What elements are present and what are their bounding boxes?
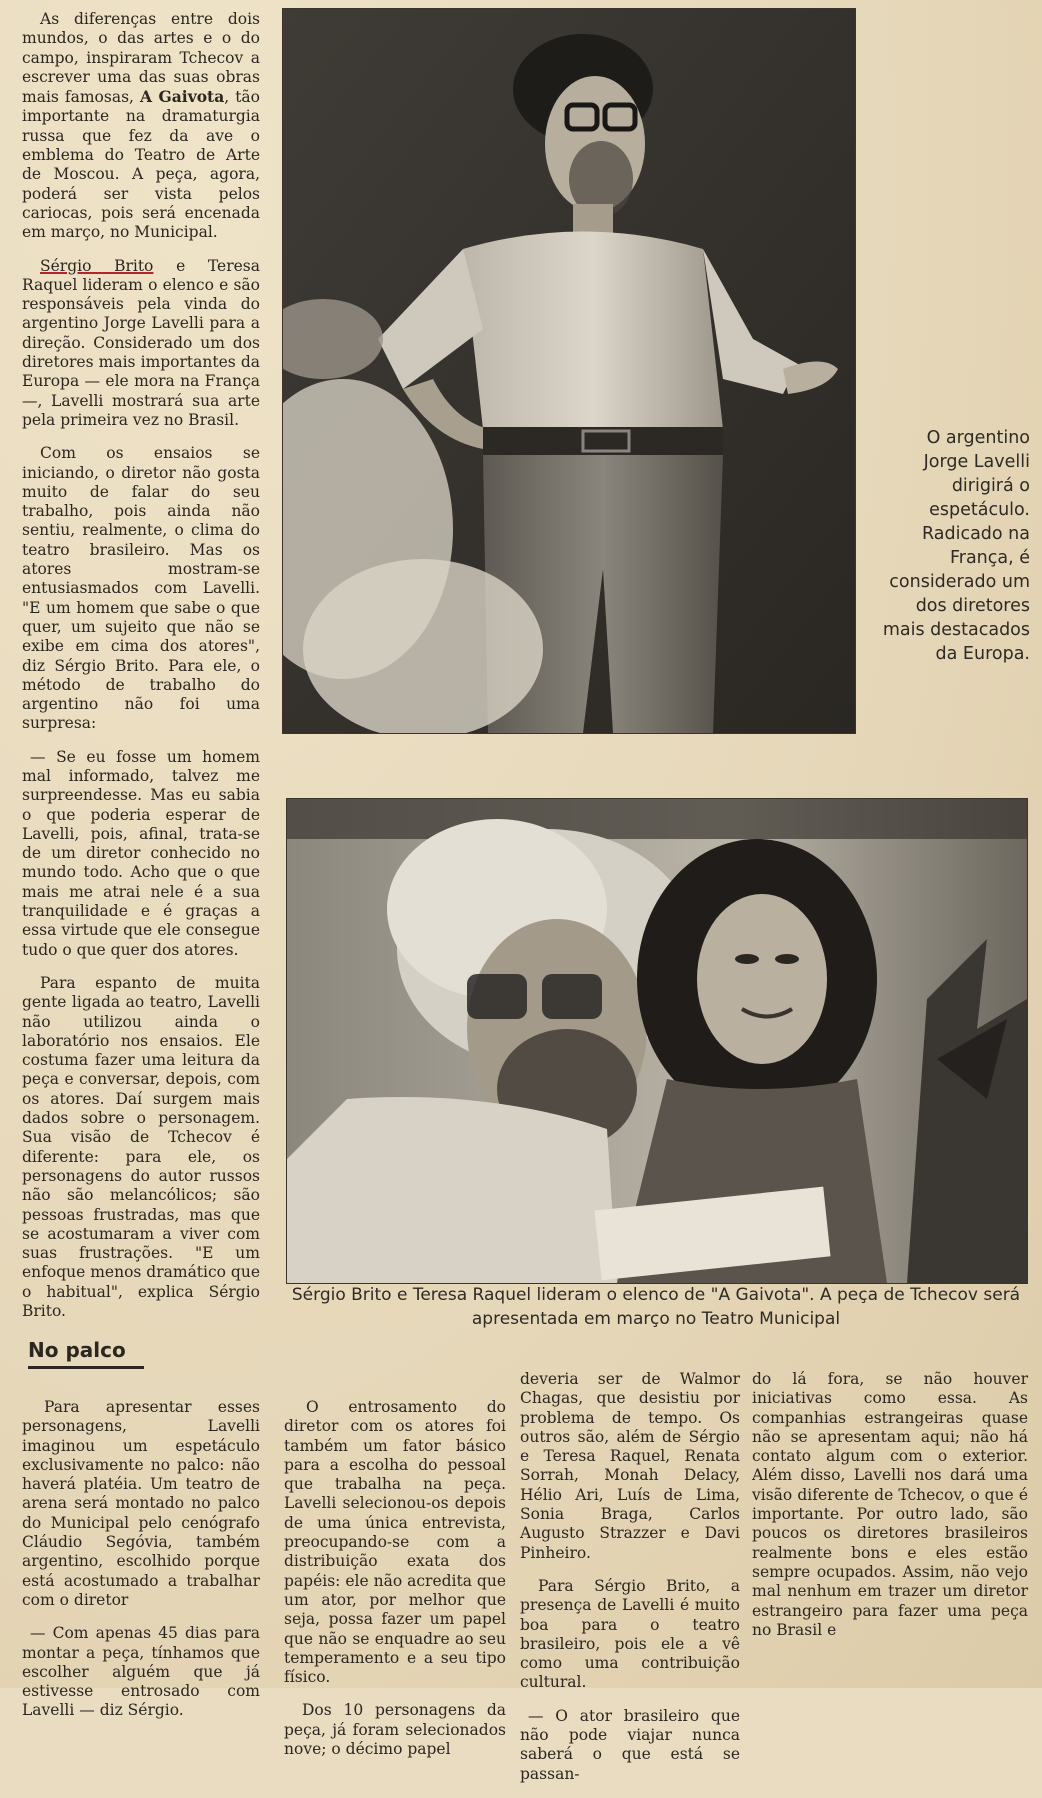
paragraph-method: Para espanto de muita gente ligada ao teatro, Lavelli não utilizou ainda o laboratório nos ensaios. Ele costuma fazer uma leitura da peça e conversar, depois, com os atores. Daí surgem mais dados sobre o personagem. Sua visão de Tchecov é diferente: para ele, os personagens do autor russos não são melancólicos; são pessoas frustradas, mas que se acostumaram a viver com suas frustrações. "E um enfoque menos dramático que o habitual", explica Sérgio Brito. bbox=[22, 973, 261, 1320]
bottom-column-3 bbox=[520, 1370, 740, 1798]
director-photo-caption: O argentino Jorge Lavelli dirigirá o espetáculo. Radicado na França, é considerado um dos diretores mais destacados da Europa. bbox=[882, 428, 1030, 664]
actors-photo-image bbox=[287, 799, 1027, 1283]
paragraph: O entrosamento do diretor com os atores foi também um fator básico para a escolha do pessoal que trabalha na peça. Lavelli selecionou-os depois de uma única entrevista, preocupando-se com a distribuição exata dos papéis: ele não acredita que um ator, por melhor que seja, possa fazer um papel que não se enquadre ao seu temperamento e a seu tipo físico. bbox=[284, 1398, 506, 1687]
paragraph: Para apresentar esses personagens, Lavelli imaginou um espetáculo exclusivamente no palco: não haverá platéia. Um teatro de arena será montado no palco do Municipal pelo cenógrafo Cláudio Segóvia, também argentino, escolhido porque está acostumado a trabalhar com o diretor bbox=[22, 1398, 260, 1609]
paragraph: do lá fora, se não houver iniciativas como essa. As companhias estrangeiras quase não se apresentam aqui; não há contato algum com o exterior. Além disso, Lavelli nos dará uma visão diferente de Tchecov, o que é importante. Por outro lado, são poucos os diretores brasileiros realmente bons e eles estão sempre ocupados. Assim, não vejo mal nenhum em trazer um diretor estrangeiro para fazer uma peça no Brasil e bbox=[752, 1370, 1028, 1639]
subhead-underline bbox=[28, 1366, 144, 1369]
left-article-column bbox=[22, 10, 260, 1335]
paragraph: — Com apenas 45 dias para montar a peça, tínhamos que escolher alguém que já estivesse entrosado com Lavelli — diz Sérgio. bbox=[22, 1624, 260, 1720]
director-photo bbox=[282, 8, 856, 734]
director-photo-image bbox=[283, 9, 855, 733]
section-subhead: No palco bbox=[28, 1338, 126, 1362]
play-title: A Gaivota bbox=[140, 87, 225, 107]
bottom-column-4 bbox=[752, 1370, 1028, 1654]
paragraph: Para Sérgio Brito, a presença de Lavelli é muito boa para o teatro brasileiro, pois ele a vê como uma contribuição cultural. bbox=[520, 1576, 740, 1692]
paragraph-rehearsals: Com os ensaios se iniciando, o diretor não gosta muito de falar do seu trabalho, pois ainda não sentiu, realmente, o clima do teatro brasileiro. Mas os atores mostram-se entusiasmados com Lavelli. "E um homem que sabe o que quer, um sujeito que não se exibe em cima dos atores", diz Sérgio Brito. Para ele, o método de trabalho do argentino não foi uma surpresa: bbox=[22, 444, 260, 733]
bottom-column-2 bbox=[284, 1398, 506, 1773]
actors-photo bbox=[286, 798, 1028, 1284]
paragraph-intro: As diferenças entre dois mundos, o das artes e o do campo, inspiraram Tchecov a escrever uma das suas obras mais famosas, A Gaivota, tão importante na dramaturgia russa que fez da ave o emblema do Teatro de Arte de Moscou. A peça, agora, poderá ser vista pelos cariocas, pois será encenada em março, no Municipal. bbox=[22, 10, 261, 242]
actors-photo-caption: Sérgio Brito e Teresa Raquel lideram o elenco de "A Gaivota". A peça de Tchecov será apresentada em março no Teatro Municipal bbox=[291, 1285, 1021, 1329]
underlined-name: Sérgio Brito bbox=[40, 256, 154, 275]
bottom-column-1 bbox=[22, 1398, 260, 1735]
paragraph: Dos 10 personagens da peça, já foram selecionados nove; o décimo papel bbox=[284, 1701, 506, 1759]
paragraph: — O ator brasileiro que não pode viajar nunca saberá o que está se passan- bbox=[520, 1706, 740, 1783]
paragraph-quote: — Se eu fosse um homem mal informado, talvez me surpreendesse. Mas eu sabia o que poderia esperar de Lavelli, pois, afinal, trata-se de um diretor conhecido no mundo todo. Acho que o que mais me atrai nele é a sua tranquilidade e é graças a essa virtude que ele consegue tudo o que quer dos atores. bbox=[22, 747, 260, 959]
paragraph-cast: Sérgio Brito e Teresa Raquel lideram o elenco e são responsáveis pela vinda do argentino Jorge Lavelli para a direção. Considerado um dos diretores mais importantes da Europa — ele mora na França —, Lavelli mostrará sua arte pela primeira vez no Brasil. bbox=[22, 256, 260, 429]
paragraph: deveria ser de Walmor Chagas, que desistiu por problema de tempo. Os outros são, além de Sérgio e Teresa Raquel, Renata Sorrah, Monah Delacy, Hélio Ari, Luís de Lima, Sonia Braga, Carlos Augusto Strazzer e Davi Pinheiro. bbox=[520, 1370, 740, 1562]
